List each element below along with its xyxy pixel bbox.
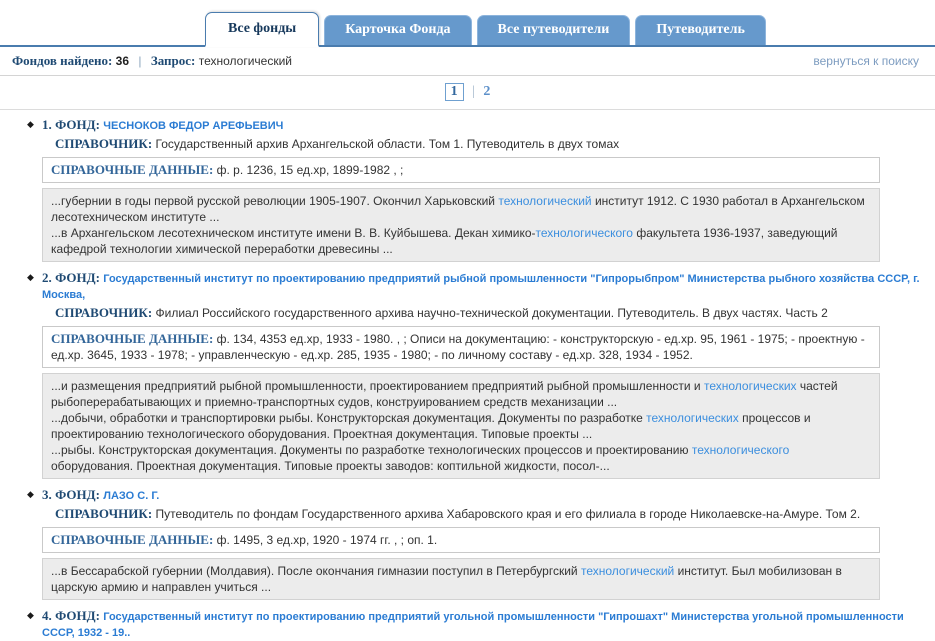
bullet-diamond-icon: ◆ <box>27 119 34 129</box>
fund-link[interactable]: Государственный институт по проектированию предприятий рыбной промышленности "Гипрорыбпром" Министерства рыбного хозяйства СССР, г. Москва, <box>42 273 920 301</box>
tab-label: Путеводитель <box>656 22 745 37</box>
bullet-diamond-icon: ◆ <box>27 610 34 620</box>
found-label: Фондов найдено: <box>12 53 113 68</box>
fund-link[interactable]: ЧЕСНОКОВ ФЕДОР АРЕФЬЕВИЧ <box>103 120 284 132</box>
fund-label: ФОНД: <box>55 270 100 285</box>
snippet-text: институт. Был мобилизован в царскую армию и направлен учиться ... <box>51 564 842 594</box>
reference-data-text: ф. 134, 4353 ед.хр, 1933 - 1980. , ; Описи на документацию: - конструкторскую - ед.хр. 95, 1961 - 1975; - проектную - ед.хр. 3645, 1933 - 1978; - управленческую - ед.хр. 285, 1935 - 1980; - по личному составу - ед.хр. 328, 1934 - 1952. <box>51 332 865 362</box>
reference-line <box>0 136 935 152</box>
reference-label: СПРАВОЧНИК: <box>55 136 153 151</box>
snippet-text: ...в Архангельском лесотехническом институте имени В. В. Куйбышева. Декан химико- <box>51 226 536 240</box>
tab-label: Карточка Фонда <box>345 22 451 37</box>
snippet-text: факультета 1936-1937, заведующий кафедрой технологии химической переработки древесины ... <box>51 226 838 256</box>
back-to-search-link[interactable]: вернуться к поиску <box>813 54 919 68</box>
result-item <box>0 270 935 479</box>
snippet-text: процессов и проектированию технологического оборудования. Проектная документация. Типовые проекты ... <box>51 411 811 441</box>
query-highlight-link[interactable]: технологических <box>646 411 739 425</box>
page-2-link[interactable]: 2 <box>483 84 491 99</box>
results-summary <box>12 53 292 69</box>
snippet-text: институт 1912. С 1930 работал в Архангельском лесотехническом институте ... <box>51 194 865 224</box>
snippet-paragraph <box>51 378 871 410</box>
found-count: 36 <box>115 54 130 68</box>
fund-label: ФОНД: <box>55 117 100 132</box>
tab-inactive[interactable] <box>324 15 471 45</box>
query-highlight-link[interactable]: технологического <box>691 443 790 457</box>
tab-bar <box>0 0 935 47</box>
tab-inactive[interactable] <box>477 15 631 45</box>
query-highlight-link[interactable]: технологический <box>498 194 592 208</box>
result-number: 2. <box>42 270 52 285</box>
reference-text: Государственный архив Архангельской области. Том 1. Путеводитель в двух томах <box>155 137 620 151</box>
query-highlight-link[interactable]: технологических <box>703 379 797 393</box>
query-value: технологический <box>198 54 292 68</box>
snippet-paragraph <box>51 563 871 595</box>
result-title-line <box>0 270 935 303</box>
snippet-paragraph <box>51 442 871 474</box>
pagination <box>0 76 935 110</box>
snippet-text: ...рыбы. Конструкторская документация. Документы по разработке технологических процессов и проектированию <box>51 443 692 457</box>
result-number: 3. <box>42 487 52 502</box>
snippet-text: частей рыбоперерабатывающих и приемно-транспортных судов, конструированием средств механизации ... <box>51 379 838 409</box>
result-item <box>0 608 935 641</box>
bullet-diamond-icon: ◆ <box>27 489 34 499</box>
result-item <box>0 117 935 262</box>
fund-label: ФОНД: <box>55 608 100 623</box>
fund-link[interactable]: ЛАЗО С. Г. <box>103 490 160 502</box>
reference-label: СПРАВОЧНИК: <box>55 305 153 320</box>
snippet-box <box>42 558 880 600</box>
reference-data-label: СПРАВОЧНЫЕ ДАННЫЕ: <box>51 331 214 346</box>
reference-data-box <box>42 527 880 553</box>
snippet-paragraph <box>51 193 871 225</box>
current-page-indicator: 1 <box>445 83 464 101</box>
header-separator: | <box>138 54 142 68</box>
result-title-line <box>0 608 935 641</box>
snippet-paragraph <box>51 410 871 442</box>
snippet-box <box>42 373 880 479</box>
reference-line <box>0 305 935 321</box>
reference-data-label: СПРАВОЧНЫЕ ДАННЫЕ: <box>51 532 214 547</box>
result-number: 4. <box>42 608 52 623</box>
reference-data-text: ф. р. 1236, 15 ед.хр, 1899-1982 , ; <box>216 163 404 177</box>
result-item <box>0 487 935 600</box>
snippet-box <box>42 188 880 262</box>
bullet-diamond-icon: ◆ <box>27 272 34 282</box>
result-number: 1. <box>42 117 52 132</box>
reference-data-box <box>42 326 880 368</box>
tab-active[interactable] <box>205 12 319 47</box>
tab-label: Все путеводители <box>497 22 610 37</box>
query-highlight-link[interactable]: технологический <box>580 564 675 578</box>
reference-data-text: ф. 1495, 3 ед.хр, 1920 - 1974 гг. , ; оп. 1. <box>216 533 438 547</box>
snippet-text: ...добычи, обработки и транспортировки рыбы. Конструкторская документация. Документы по разработке <box>51 411 647 425</box>
tab-label: Все фонды <box>228 21 297 36</box>
pagination-separator: | <box>472 84 475 99</box>
fund-label: ФОНД: <box>55 487 100 502</box>
reference-data-box <box>42 157 880 183</box>
reference-text: Филиал Российского государственного архива научно-технической документации. Путеводитель. В двух частях. Часть 2 <box>155 306 828 320</box>
snippet-text: ...в Бессарабской губернии (Молдавия). После окончания гимназии поступил в Петербургский <box>51 564 581 578</box>
tab-inactive[interactable] <box>635 15 766 45</box>
query-highlight-link[interactable]: технологического <box>535 226 633 240</box>
reference-label: СПРАВОЧНИК: <box>55 506 153 521</box>
snippet-text: ...и размещения предприятий рыбной промышленности, проектированием предприятий рыбной промышленности и <box>51 379 704 393</box>
reference-text: Путеводитель по фондам Государственного архива Хабаровского края и его филиала в городе Николаевске-на-Амуре. Том 2. <box>155 507 861 521</box>
fund-link[interactable]: Государственный институт по проектированию предприятий угольной промышленности "Гипрошахт" Министерства угольной промышленности СССР, 1932 - 19.. <box>42 611 904 639</box>
snippet-text: оборудования. Проектная документация. Типовые проекты заводов: коптильной жидкости, посол-... <box>51 459 610 473</box>
results-header <box>0 47 935 76</box>
results-list <box>0 110 935 641</box>
result-title-line <box>0 487 935 504</box>
snippet-text: ...губернии в годы первой русской революции 1905-1907. Окончил Харьковский <box>51 194 499 208</box>
reference-line <box>0 506 935 522</box>
query-label: Запрос: <box>150 53 196 68</box>
reference-data-label: СПРАВОЧНЫЕ ДАННЫЕ: <box>51 162 214 177</box>
snippet-paragraph <box>51 225 871 257</box>
result-title-line <box>0 117 935 134</box>
